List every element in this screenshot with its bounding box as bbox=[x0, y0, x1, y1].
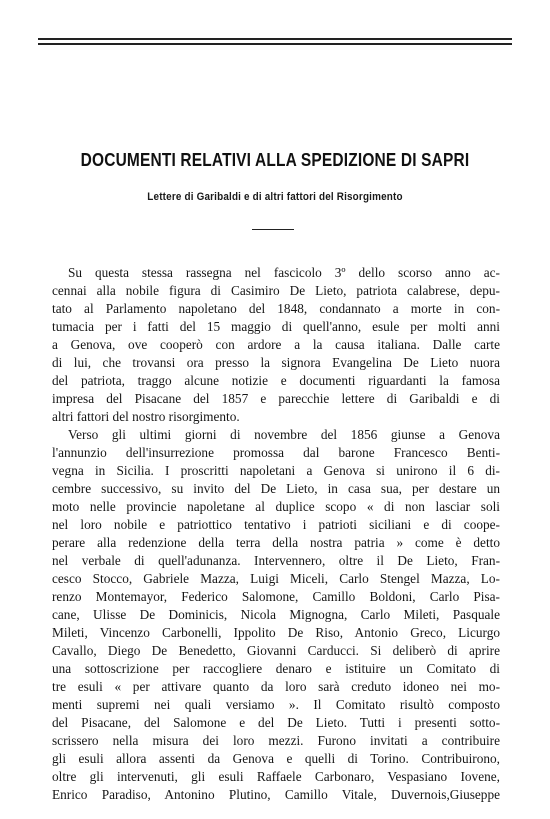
text-line: nel loro nobile e patriottico tentativo i patrioti siciliani e di coope- bbox=[52, 517, 500, 532]
text-line: del patriota, traggo alcune notizie e documenti riguardanti la famosa bbox=[52, 373, 500, 388]
document-subtitle: Lettere di Garibaldi e di altri fattori del Risorgimento bbox=[147, 191, 403, 203]
text-line: gli esuli allora assenti da Genova e quelli di Torino. Contribuirono, bbox=[52, 751, 500, 766]
text-line: tre esuli « per attivare quanto da loro sarà creduto idoneo nei mo- bbox=[52, 679, 500, 694]
header-rule-bottom bbox=[38, 43, 512, 45]
text-line: scrissero nella misura dei loro mezzi. Furono invitati a contribuire bbox=[52, 733, 500, 748]
text-line: impresa del Pisacane del 1857 e parecchie lettere di Garibaldi e di bbox=[52, 391, 500, 406]
text-line: a Genova, ove cooperò con ardore a la causa italiana. Dalle carte bbox=[52, 337, 500, 352]
document-title: DOCUMENTI RELATIVI ALLA SPEDIZIONE DI SAPRI bbox=[80, 150, 470, 170]
text-line: cane, Ulisse De Dominicis, Nicola Mignogna, Carlo Mileti, Pasquale bbox=[52, 607, 500, 622]
text-line: Enrico Paradiso, Antonino Plutino, Camillo Vitale, Duvernois,Giuseppe bbox=[52, 787, 500, 802]
text-line: di lui, che trovansi ora presso la signora Evangelina De Lieto nuora bbox=[52, 355, 500, 370]
text-line: Cavallo, Diego De Benedetto, Giovanni Carducci. Si deliberò di aprire bbox=[52, 643, 500, 658]
text-line: cesco Stocco, Gabriele Mazza, Luigi Miceli, Carlo Stengel Mazza, Lo- bbox=[52, 571, 500, 586]
text-line: nel verbale di quell'adunanza. Intervennero, oltre il De Lieto, Fran- bbox=[52, 553, 500, 568]
text-line: perare alla redenzione della terra della nostra patria » come è detto bbox=[52, 535, 500, 550]
text-line: Su questa stessa rassegna nel fascicolo 3º dello scorso anno ac- bbox=[68, 265, 500, 280]
text-line: del Pisacane, del Salomone e del De Lieto. Tutti i presenti sotto- bbox=[52, 715, 500, 730]
text-line: moto nelle provincie napoletane al duplice scopo « di non lasciar soli bbox=[52, 499, 500, 514]
header-rule-top bbox=[38, 38, 512, 40]
text-line: altri fattori del nostro risorgimento. bbox=[52, 409, 240, 424]
text-line: Mileti, Vincenzo Carbonelli, Ippolito De Riso, Antonio Greco, Licurgo bbox=[52, 625, 500, 640]
text-line: tumacia per i fatti del 15 maggio di quell'anno, esule per molti anni bbox=[52, 319, 500, 334]
text-line: tato al Parlamento napoletano del 1848, condannato a morte in con- bbox=[52, 301, 500, 316]
text-line: cembre successivo, su invito del De Lieto, in casa sua, per destare un bbox=[52, 481, 500, 496]
text-line: menti supremi nei quali versiamo ». Il Comitato risultò composto bbox=[52, 697, 500, 712]
text-line: oltre gli intervenuti, gli esuli Raffaele Carbonaro, Vespasiano Iovene, bbox=[52, 769, 500, 784]
text-line: cennai alla nobile figura di Casimiro De Lieto, patriota calabrese, depu- bbox=[52, 283, 500, 298]
text-line: Verso gli ultimi giorni di novembre del 1856 giunse a Genova bbox=[68, 427, 500, 442]
title-separator bbox=[252, 229, 294, 230]
text-line: renzo Montemayor, Federico Salomone, Camillo Boldoni, Carlo Pisa- bbox=[52, 589, 500, 604]
text-line: vegna in Sicilia. I proscritti napoletani a Genova si unirono il 6 di- bbox=[52, 463, 500, 478]
text-line: una sottoscrizione per raccogliere denaro e istituire un Comitato di bbox=[52, 661, 500, 676]
text-line: l'annunzio dell'insurrezione promossa dal barone Francesco Benti- bbox=[52, 445, 500, 460]
